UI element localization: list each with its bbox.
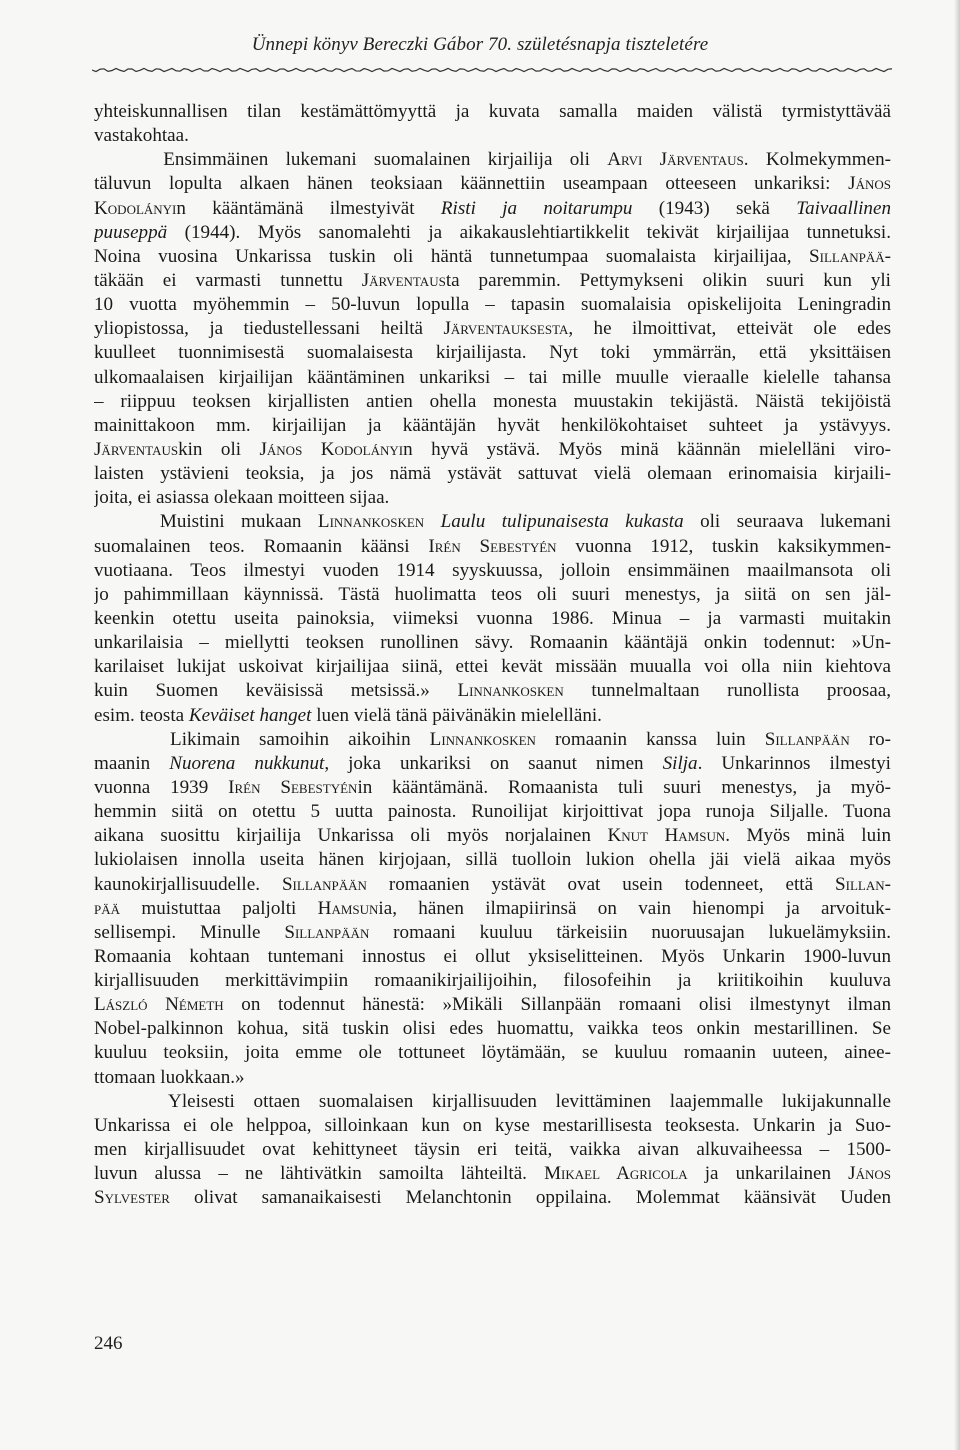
text-run — [424, 511, 440, 532]
text-line — [94, 1138, 891, 1162]
text-line — [94, 221, 891, 245]
text-run: sellisempi. Minulle — [94, 921, 285, 943]
text-line — [94, 583, 891, 607]
text-run: esim. teosta — [94, 704, 189, 726]
text-line — [94, 897, 891, 921]
text-run: vuonna 1912, tuskin kaksikymmen- — [556, 535, 891, 557]
text-run: . Unkarinnos ilmestyi — [697, 752, 891, 774]
text-run: luvun alussa – ne lähtivätkin samoilta lähteiltä. — [94, 1163, 545, 1185]
text-line — [94, 945, 891, 969]
text-run: kuuluu teoksiin, joita emme ole tottuneet löytämään, se kuuluu romaanin uuteen, ainee- — [94, 1042, 891, 1064]
text-run: . Kolmekymmen- — [743, 149, 891, 171]
book-title: Taivaallinen — [796, 197, 891, 219]
proper-name: Sillanpää — [809, 245, 885, 267]
text-line — [94, 245, 891, 269]
text-run: aikana suosittu kirjailija Unkarissa oli myös norjalainen — [94, 825, 608, 847]
text-run: Noina vuosina Unkarissa tuskin oli häntä tunnetumpaa suomalaista kirjailijaa, — [94, 245, 810, 267]
body-text — [94, 100, 891, 1210]
text-line — [94, 824, 891, 848]
book-title: puuseppä — [94, 221, 168, 243]
text-run: lukiolaisen innolla useita hänen kirjojaan, sillä tuolloin lukion ohella jäi vielä aikaa myös — [94, 849, 891, 871]
text-run: täkään ei varmasti tunnettu — [94, 269, 362, 291]
text-run: oli seuraava lukemani — [683, 511, 891, 533]
text-run: ro- — [849, 728, 891, 750]
text-line — [94, 486, 891, 510]
text-line — [94, 148, 891, 172]
text-run: Romaania kohtaan tuntemani innostus ei ollut yksiselitteinen. Myös Unkarin 1900-luvun — [94, 945, 891, 967]
text-run: (1943) sekä — [632, 197, 797, 219]
text-run: Nobel-palkinnon kohua, sitä tuskin olisi edes huomattu, vaikka teos onkin mestarillinen. Se — [94, 1018, 891, 1040]
proper-name: Arvi Järventaus — [607, 149, 744, 171]
text-line — [94, 752, 891, 776]
text-run: 10 vuotta myöhemmin – 50-luvun lopulla – tapasin suomalaisia opiskelijoita Leningradin — [94, 294, 891, 316]
text-line — [94, 921, 891, 945]
proper-name: László Németh — [94, 994, 224, 1016]
text-line — [94, 873, 891, 897]
text-line — [94, 197, 891, 221]
text-run: unkarilaisia – miellytti teoksen runollinen sävy. Romaanin kääntäjä onkin todennut: »Un- — [94, 632, 891, 654]
text-line — [94, 655, 891, 679]
text-run: ta paremmin. Pettymykseni olikin suuri kun yli — [445, 269, 891, 291]
proper-name: Järventaus — [94, 438, 179, 460]
text-line — [94, 366, 891, 390]
text-line — [94, 100, 891, 124]
text-run: – riippuu teoksen kirjallisten antien ohella monesta muustakin tekijästä. Näistä tekijöistä — [94, 390, 891, 412]
text-run: laisten ystävieni teoksia, ja jos nämä ystävät sattuvat vielä olemaan erinomaisia kirjaili- — [94, 463, 891, 485]
text-run: maanin — [94, 752, 170, 774]
text-run: , joka unkariksi on saanut nimen — [324, 752, 663, 774]
text-line — [94, 317, 891, 341]
text-line — [94, 993, 891, 1017]
proper-name: János — [848, 1163, 891, 1185]
text-run: romaanien ystävät ovat usein todenneet, että — [366, 873, 836, 895]
text-run: vuonna 1939 — [94, 776, 229, 798]
text-run: joita, ei asiassa olekaan moitteen sijaa. — [94, 487, 390, 509]
page-number: 246 — [94, 1333, 123, 1354]
text-run: muistuttaa paljolti — [120, 897, 318, 919]
text-run: suomalainen teos. Romaanin käänsi — [94, 535, 429, 557]
text-line — [94, 1066, 891, 1090]
text-run: mainittakoon mm. kirjailijan ja kääntäjän hyvät henkilökohtaiset suhteet ja ystävyys. — [94, 414, 891, 436]
text-run: ia, hänen ilmapiirinsä on vain hienompi ja arvoituk- — [378, 897, 891, 919]
book-title: Silja — [662, 752, 698, 774]
text-run: yliopistossa, ja tiedustellessani heiltä — [94, 318, 444, 340]
text-run: täluvun lopulta alkaen hänen teoksiaan käännettiin useampaan otteeseen unkariksi: — [94, 173, 849, 195]
proper-name: Linnankosken — [429, 728, 536, 750]
proper-name: Hamsun — [317, 897, 379, 919]
book-title: Nuorena nukkunut — [169, 752, 325, 774]
text-run: jo pahimmillaan käynnissä. Tästä huolimatta teos oli suuri menestys, ja siitä on sen jäl- — [94, 583, 891, 605]
text-run: kirjallisuuden merkittävimpiin romaanikirjailijoihin, filosofeihin ja kriitikoihin kuuluva — [94, 970, 891, 992]
text-line — [94, 969, 891, 993]
book-title: Risti ja noitarumpu — [440, 197, 633, 219]
text-line — [94, 559, 891, 583]
text-run: karilaiset lukijat uskoivat kirjailijaa siinä, ettei kevät missään muualla voi olla niin kiehtova — [94, 656, 891, 678]
text-line — [94, 728, 891, 752]
proper-name: Irén Sebestyén — [228, 776, 358, 798]
text-line — [94, 438, 891, 462]
text-line — [94, 679, 891, 703]
text-line — [94, 390, 891, 414]
proper-name: Järventaus — [361, 269, 446, 291]
text-run: n hyvä ystävä. Myös minä käännän mielelläni viro- — [403, 438, 891, 460]
book-title: Laulu tulipunaisesta kukasta — [440, 511, 684, 533]
proper-name: János — [848, 173, 891, 195]
proper-name: Knut Hamsun — [607, 825, 726, 847]
text-line — [94, 848, 891, 872]
text-line — [94, 800, 891, 824]
text-line — [94, 607, 891, 631]
text-line — [94, 124, 891, 148]
text-run: yhteiskunnallisen tilan kestämättömyyttä ja kuvata samalla maiden välistä tyrmistyttävää — [94, 101, 891, 122]
text-run: romaani kuuluu tärkeisiin nuoruusajan lukuelämyksiin. — [369, 921, 891, 943]
text-run: Unkarissa ei ole helppoa, silloinkaan kun on kyse mestarillisesta teoksesta. Unkarin ja Suo- — [94, 1114, 891, 1136]
proper-name: pää — [94, 897, 121, 919]
text-run: Ensimmäinen lukemani suomalainen kirjailija oli — [94, 149, 608, 171]
proper-name: Sillanpään — [284, 921, 370, 943]
text-run: tunnelmaltaan runollista proosaa, — [563, 680, 891, 702]
text-run: olivat samanaikaisesti Melanchtonin oppilaina. Molemmat käänsivät Uuden — [169, 1187, 891, 1209]
text-line — [94, 1090, 891, 1114]
text-line — [94, 414, 891, 438]
text-line — [94, 1186, 891, 1210]
text-line — [94, 510, 891, 534]
text-run: ttomaan luokkaan.» — [94, 1066, 245, 1088]
text-run: - — [884, 245, 891, 267]
text-run: ja unkarilainen — [687, 1163, 849, 1185]
text-run: . Myös minä luin — [725, 825, 891, 847]
text-run: hemmin siitä on otettu 5 uutta painosta. Runoilijat kirjoittivat jopa runoja Siljalle. Tuona — [94, 801, 891, 823]
text-run: men kirjallisuudet ovat kehittyneet täysin eri teitä, vaikka aivan alkuvaiheessa – 1500- — [94, 1139, 891, 1161]
text-run: kuulleet tuonnimisestä suomalaisesta kirjailijasta. Nyt toki ymmärrän, että yksittäisen — [94, 342, 891, 364]
proper-name: Sillan- — [835, 873, 891, 895]
text-line — [94, 1114, 891, 1138]
text-run: kaunokirjallisuudelle. — [94, 873, 282, 895]
text-line — [94, 172, 891, 196]
book-title: Keväiset hanget — [188, 704, 312, 726]
text-run: in kääntämänä. Romaanista tuli suuri menestys, ja myö- — [357, 776, 891, 798]
text-run: Muistini mukaan — [94, 511, 318, 533]
text-line — [94, 341, 891, 365]
proper-name: Sillanpään — [764, 728, 850, 750]
text-line — [94, 1041, 891, 1065]
proper-name: Kodolányi — [94, 197, 177, 219]
text-line — [94, 1017, 891, 1041]
proper-name: János Kodolányi — [259, 438, 404, 460]
text-run: Yleisesti ottaen suomalaisen kirjallisuuden levittäminen laajemmalle lukijakunnalle — [94, 1090, 891, 1112]
text-run: n kääntämänä ilmestyivät — [176, 197, 441, 219]
text-line — [94, 269, 891, 293]
text-run: (1944). Myös sanomalehti ja aikakauslehtiartikkelit tekivät kirjailijaa tunnetuksi. — [167, 221, 891, 243]
text-run: kin oli — [178, 438, 260, 460]
text-line — [94, 535, 891, 559]
proper-name: Irén Sebestyén — [428, 535, 557, 557]
text-run: vuotiaana. Teos ilmestyi vuoden 1914 syyskuussa, jolloin ensimmäinen maailmansota oli — [94, 559, 891, 581]
proper-name: Järventauksesta — [443, 318, 569, 340]
page-edge-shadow — [954, 0, 960, 1450]
proper-name: Linnankosken — [317, 511, 425, 533]
proper-name: Sylvester — [94, 1187, 170, 1209]
text-run: on todennut hänestä: »Mikäli Sillanpään romaani olisi ilmestynyt ilman — [223, 994, 891, 1016]
text-line — [94, 1162, 891, 1186]
text-line — [94, 293, 891, 317]
text-line — [94, 462, 891, 486]
proper-name: Linnankosken — [457, 680, 564, 702]
proper-name: Sillanpään — [281, 873, 367, 895]
text-run: , he ilmoittivat, etteivät ole edes — [568, 318, 891, 340]
text-run: vastakohtaa. — [94, 125, 189, 147]
text-line — [94, 776, 891, 800]
text-line — [94, 704, 891, 728]
text-run: keenkin otettu useita painoksia, viimeksi vuonna 1986. Minua – ja varmasti muitakin — [94, 607, 891, 629]
running-title: Ünnepi könyv Bereczki Gábor 70. születésnapja tiszteletére — [251, 34, 709, 55]
text-run: romaanin kanssa luin — [535, 728, 765, 750]
text-run: kuin Suomen keväisissä metsissä.» — [94, 680, 458, 702]
text-run: Likimain samoihin aikoihin — [94, 728, 430, 750]
text-run: ulkomaalaisen kirjailijan kääntäminen unkariksi – tai mille muulle vieraalle kielelle tahansa — [94, 366, 891, 388]
decorative-wavy-rule — [92, 66, 892, 74]
text-line — [94, 631, 891, 655]
proper-name: Mikael Agricola — [544, 1163, 688, 1185]
text-run: luen vielä tänä päivänäkin mielelläni. — [311, 704, 602, 726]
